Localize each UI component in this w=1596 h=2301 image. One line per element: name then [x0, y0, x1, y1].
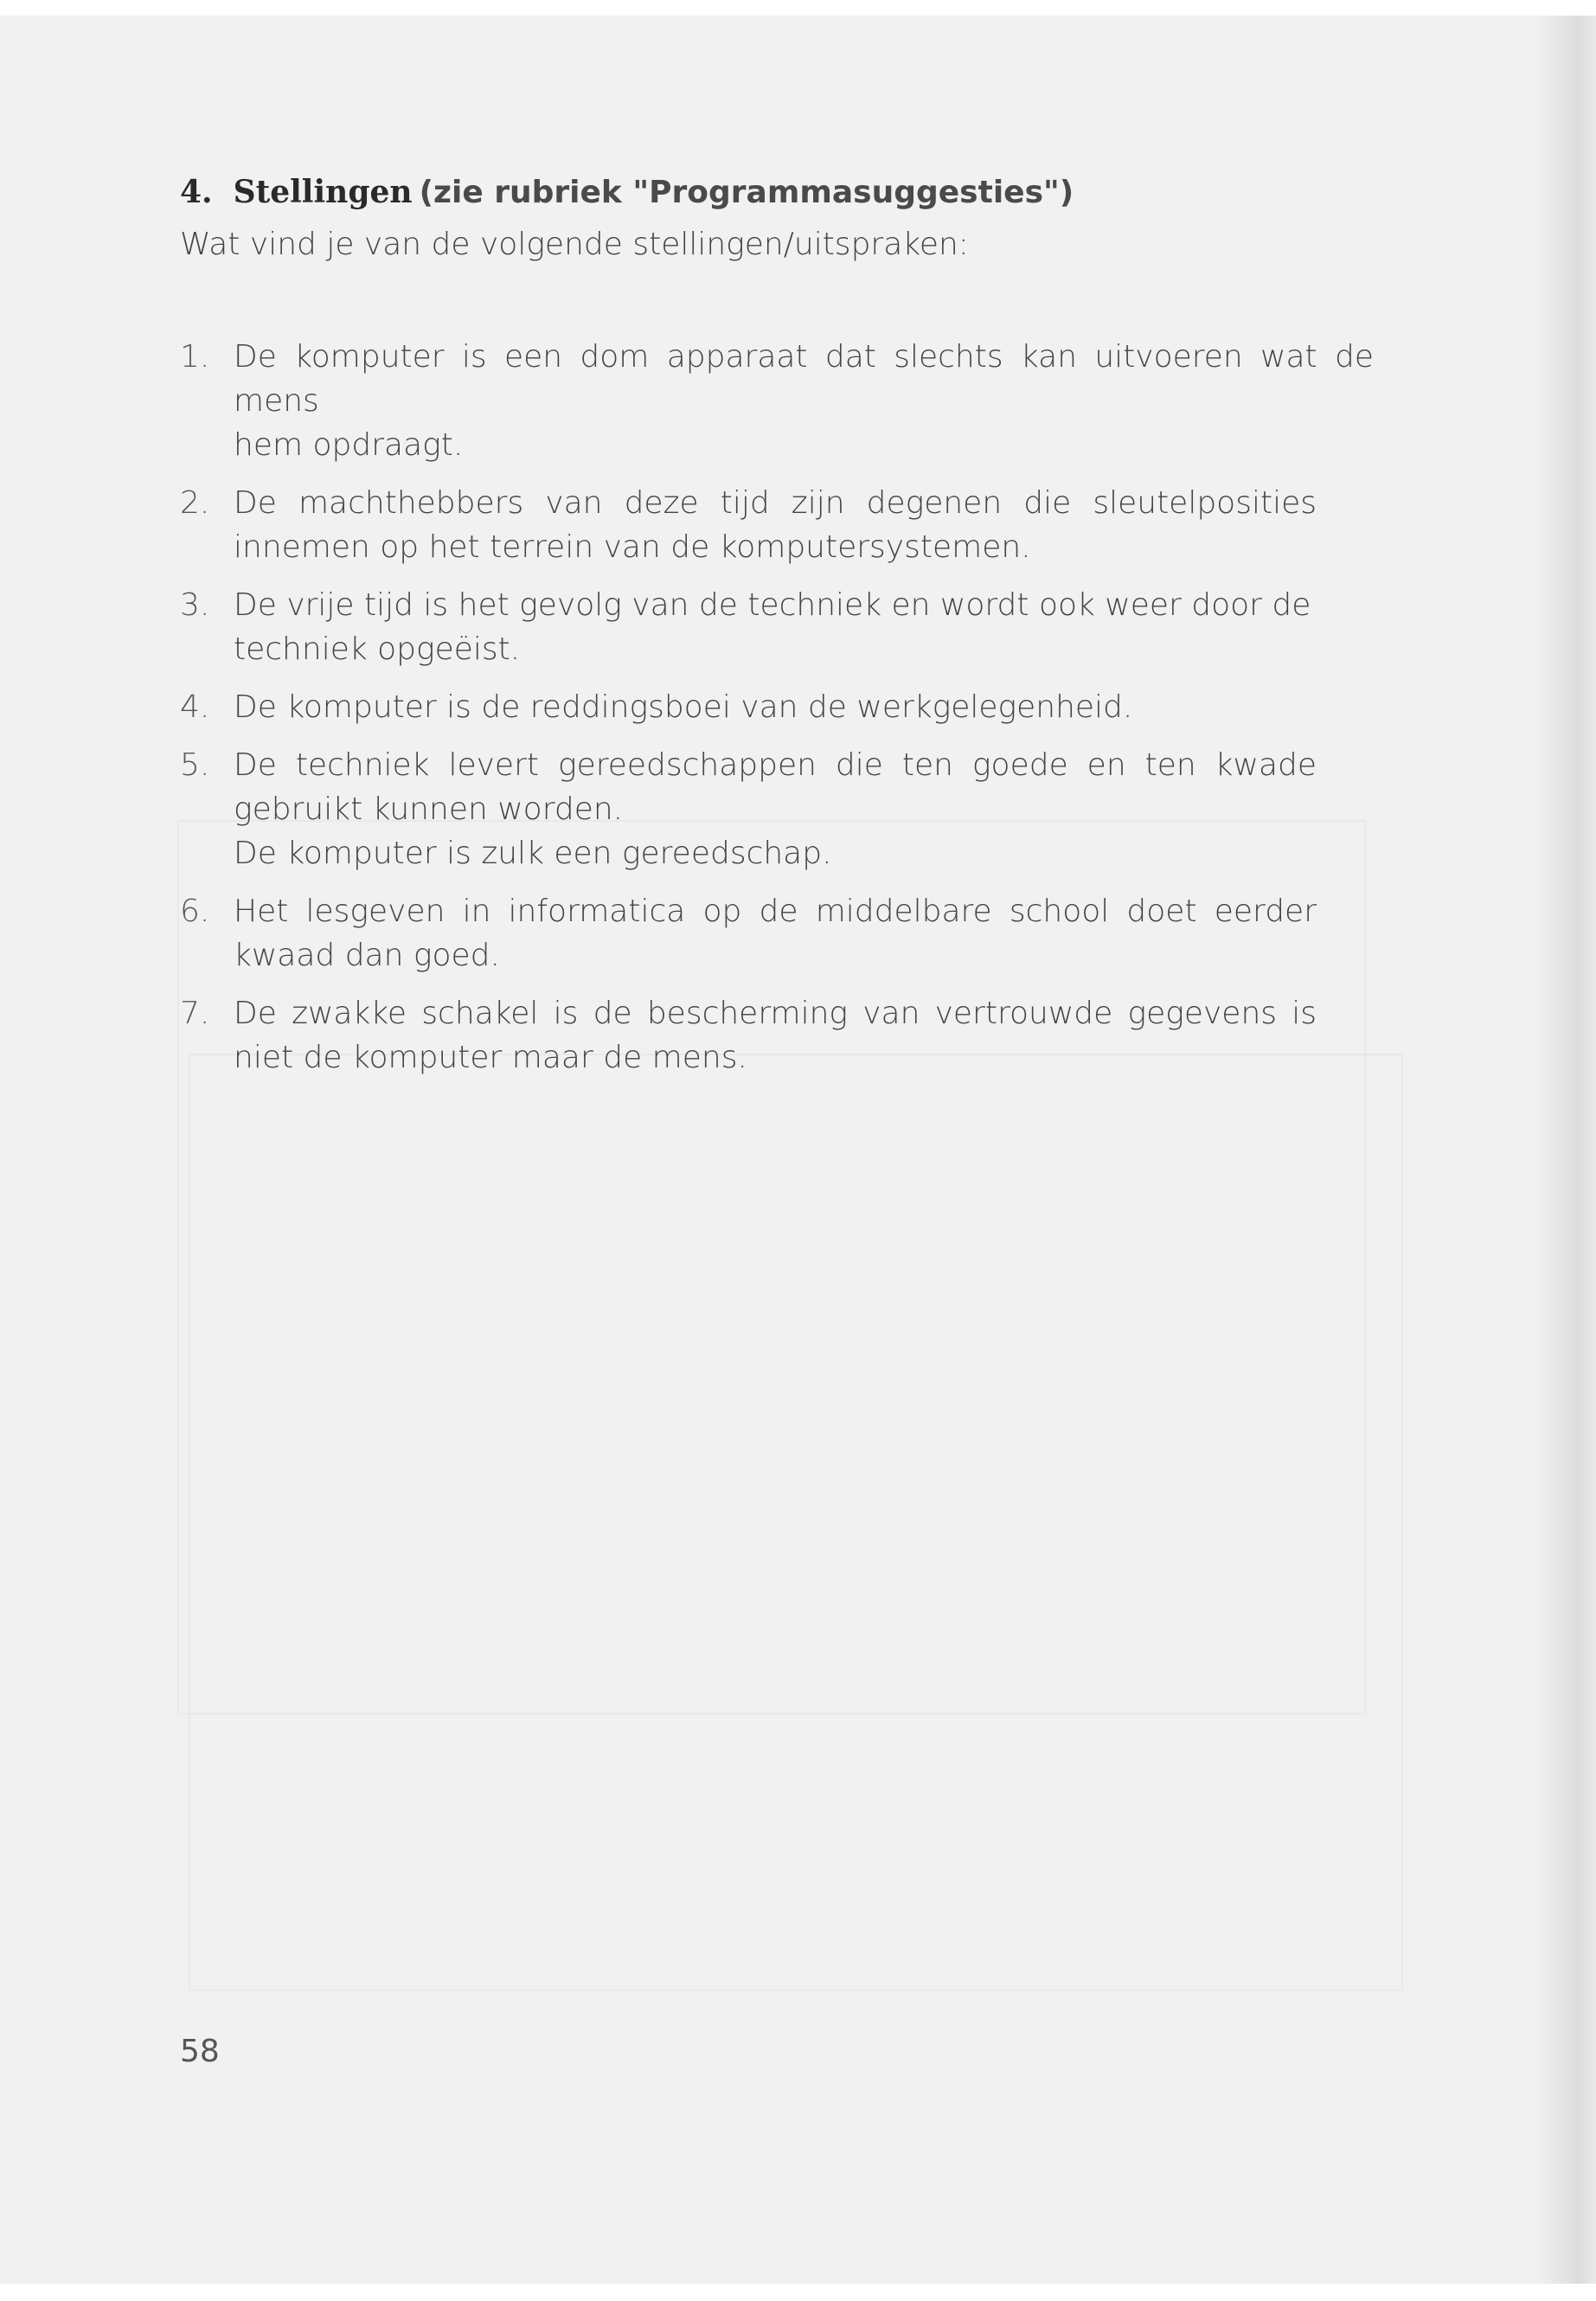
- statement-item: [180, 743, 1374, 875]
- statement-item: [180, 991, 1374, 1080]
- statement-number: 4.: [180, 689, 210, 725]
- page-content: [180, 170, 1374, 1093]
- section-subtitle: (zie rubriek "Programmasuggesties"): [419, 175, 1074, 210]
- statement-text: [234, 743, 1374, 875]
- statement-line: innemen op het terrein van de komputersystemen.: [234, 529, 1031, 565]
- statement-line: De komputer is zulk een gereedschap.: [234, 836, 832, 871]
- statement-number: 7.: [180, 996, 210, 1031]
- statement-item: [180, 889, 1374, 977]
- statement-text: [234, 685, 1374, 729]
- statement-item: [180, 685, 1374, 729]
- statement-text: [234, 583, 1374, 671]
- page-number: 58: [180, 2034, 220, 2069]
- statement-line: De komputer is de reddingsboei van de werkgelegenheid.: [234, 689, 1133, 725]
- statement-text: [234, 991, 1374, 1080]
- section-title: Stellingen: [233, 174, 413, 210]
- statement-line: De zwakke schakel is de bescherming van vertrouwde gegevens is: [234, 996, 1317, 1031]
- statement-text: [234, 335, 1374, 467]
- document-page: [0, 16, 1596, 2284]
- statement-line: hem opdraagt.: [234, 427, 464, 463]
- statement-item: [180, 335, 1374, 467]
- statement-line: Het lesgeven in informatica op de middelbare school doet eerder: [234, 894, 1317, 929]
- statement-line: De vrije tijd is het gevolg van de techniek en wordt ook weer door de: [234, 587, 1311, 623]
- statement-number: 6.: [180, 894, 210, 929]
- statement-number: 2.: [180, 485, 210, 521]
- statement-number: 5.: [180, 747, 210, 783]
- statement-line: techniek opgeëist.: [234, 631, 521, 667]
- statement-list: [180, 335, 1374, 1080]
- page-edge-shadow: [1535, 16, 1596, 2284]
- statement-line: De machthebbers van deze tijd zijn degenen die sleutelposities: [234, 485, 1317, 521]
- section-number: 4.: [180, 174, 213, 210]
- statement-line: De komputer is een dom apparaat dat slechts kan uitvoeren wat de mens: [234, 339, 1374, 419]
- statement-number: 3.: [180, 587, 210, 623]
- statement-line: niet de komputer maar de mens.: [234, 1040, 747, 1075]
- statement-line: kwaad dan goed.: [234, 938, 500, 973]
- statement-text: [234, 889, 1374, 977]
- statement-number: 1.: [180, 339, 210, 375]
- statement-item: [180, 481, 1374, 569]
- statement-line: De techniek levert gereedschappen die ten goede en ten kwade: [234, 747, 1317, 783]
- section-intro: Wat vind je van de volgende stellingen/uitspraken:: [180, 227, 969, 262]
- statement-line: gebruikt kunnen worden.: [234, 792, 624, 827]
- bleed-through-box: [189, 1054, 1403, 1991]
- statement-text: [234, 481, 1374, 569]
- statement-item: [180, 583, 1374, 671]
- section-heading: [180, 170, 1374, 215]
